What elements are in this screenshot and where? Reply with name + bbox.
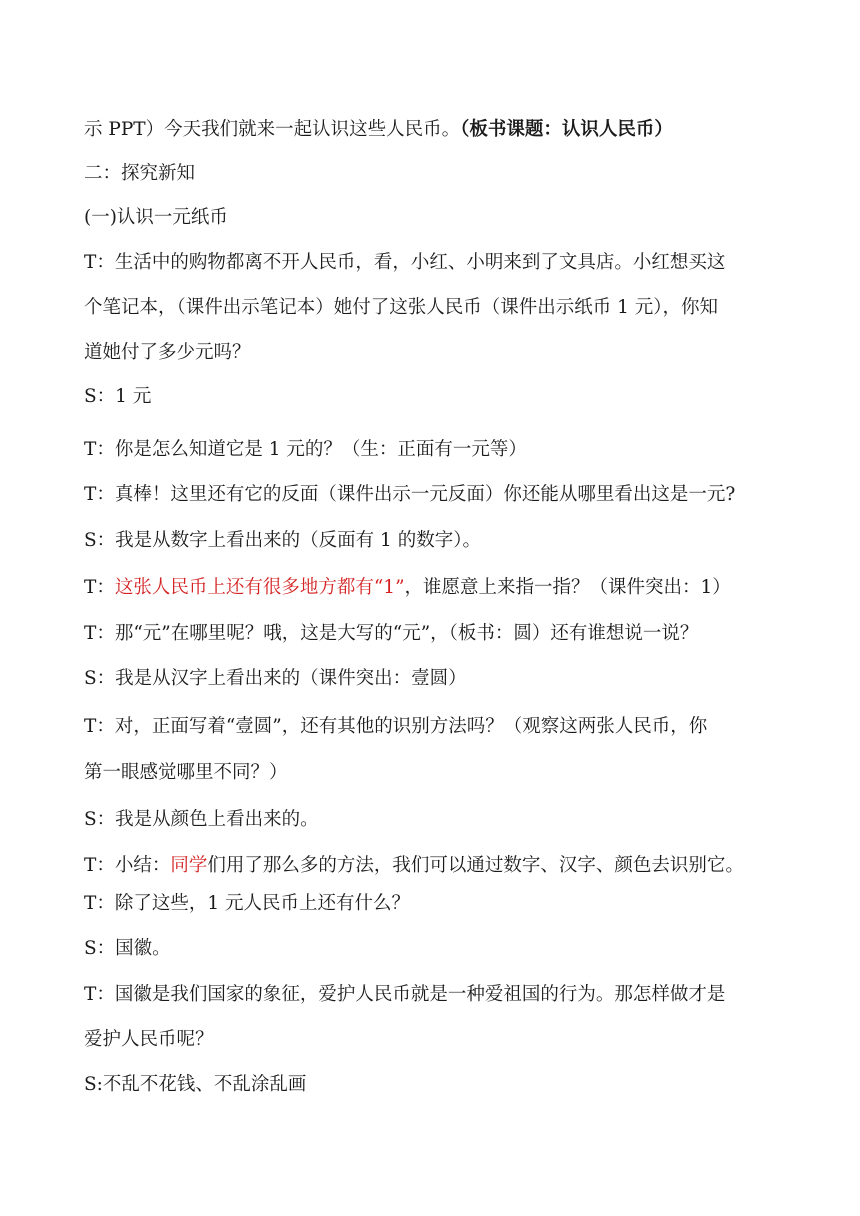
dialogue-line: S：国徽。 (84, 938, 171, 959)
subsection-heading: (一)认识一元纸币 (84, 207, 228, 228)
dialogue-line-highlight (84, 576, 784, 600)
speaker-label: T：小结： (84, 855, 171, 876)
paragraph-intro (84, 118, 784, 142)
dialogue-line: S：1 元 (84, 386, 152, 407)
highlighted-text: 同学 (170, 855, 208, 876)
dialogue-line: S：我是从数字上看出来的（反面有 1 的数字）。 (84, 530, 481, 551)
dialogue-line: S:不乱不花钱、不乱涂乱画 (84, 1074, 307, 1095)
dialogue-line: 个笔记本，（课件出示笔记本）她付了这张人民币（课件出示纸币 1 元），你知 (84, 297, 719, 318)
dialogue-line: T：对，正面写着“壹圆”，还有其他的识别方法吗？（观察这两张人民币，你 (84, 716, 708, 737)
section-heading: 二：探究新知 (84, 163, 196, 184)
dialogue-line-highlight (84, 854, 784, 878)
intro-text: 示 PPT）今天我们就来一起认识这些人民币。 (84, 119, 461, 140)
line-text: 们用了那么多的方法，我们可以通过数字、汉字、颜色去识别它。 (207, 855, 744, 876)
highlighted-text: 这张人民币上还有很多地方都有“1” (114, 577, 405, 598)
dialogue-line: T：真棒！这里还有它的反面（课件出示一元反面）你还能从哪里看出这是一元? (84, 484, 736, 505)
line-text: ，谁愿意上来指一指？（课件突出：1） (404, 577, 731, 598)
dialogue-line: 爱护人民币呢？ (84, 1029, 214, 1050)
dialogue-line: S：我是从汉字上看出来的（课件突出：壹圆） (84, 668, 467, 689)
dialogue-line: T：生活中的购物都离不开人民币，看，小红、小明来到了文具店。小红想买这 (84, 252, 726, 273)
dialogue-line: T：你是怎么知道它是 1 元的？（生：正面有一元等） (84, 439, 527, 460)
dialogue-line: 道她付了多少元吗？ (84, 342, 251, 363)
dialogue-line: 第一眼感觉哪里不同？） (84, 762, 288, 783)
dialogue-line: T：国徽是我们国家的象征，爱护人民币就是一种爱祖国的行为。那怎样做才是 (84, 984, 726, 1005)
dialogue-line: T：除了这些，1 元人民币上还有什么？ (84, 893, 410, 914)
speaker-label: T： (84, 577, 115, 598)
board-title-note: （板书课题：认识人民币） (460, 119, 673, 140)
dialogue-line: T：那“元”在哪里呢？哦，这是大写的“元”，（板书：圆）还有谁想说一说？ (84, 623, 699, 644)
dialogue-line: S：我是从颜色上看出来的。 (84, 809, 319, 830)
